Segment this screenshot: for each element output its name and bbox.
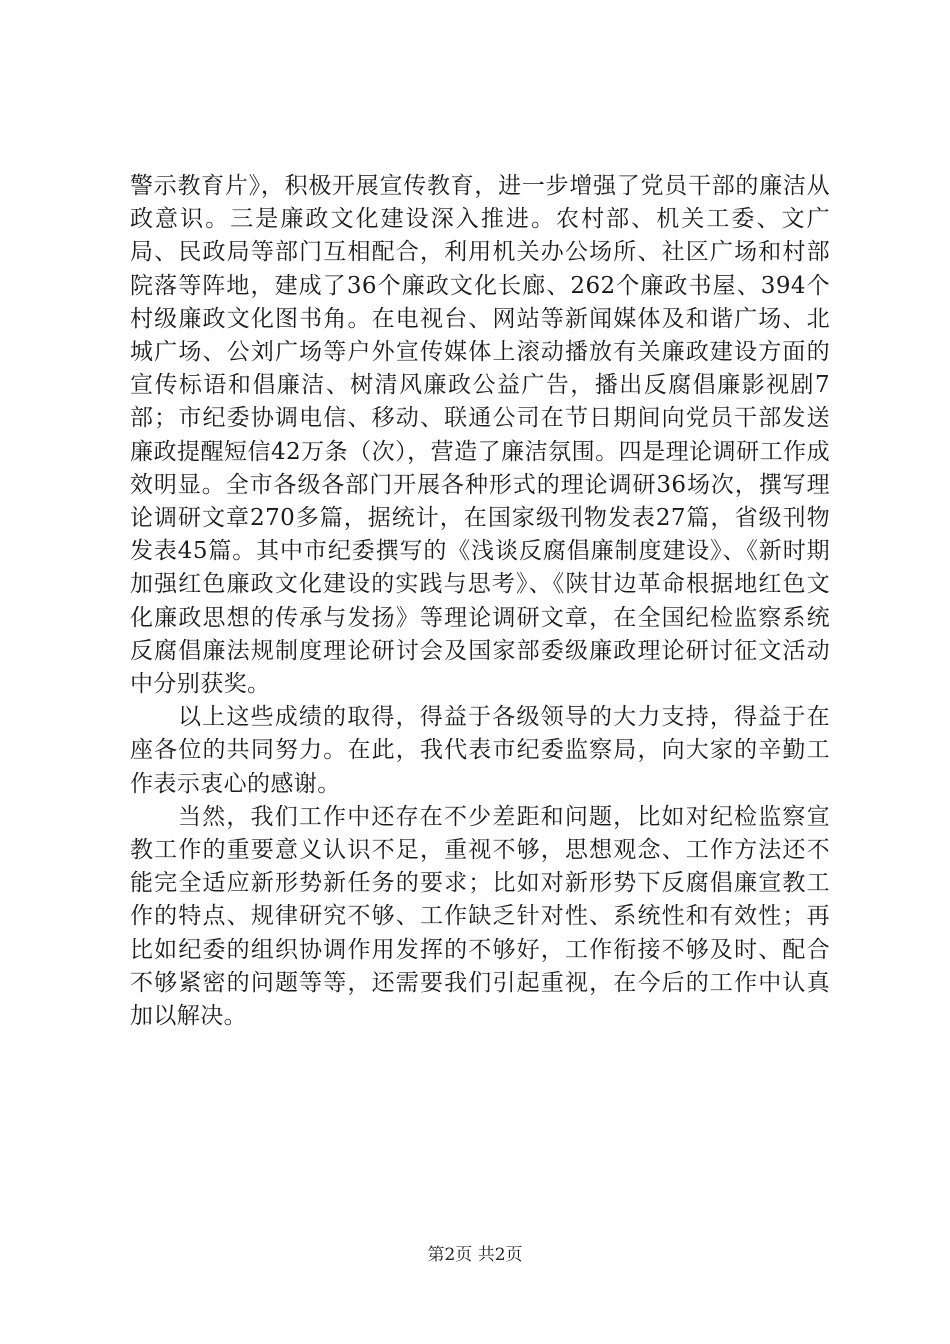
paragraph-3: 当然，我们工作中还存在不少差距和问题，比如对纪检监察宣教工作的重要意义认识不足，重视不够，思想观念、工作方法还不能完全适应新形势新任务的要求；比如对新形势下反腐倡廉宣教工作的特点、规律研究不够、工作缺乏针对性、系统性和有效性；再比如纪委的组织协调作用发挥的不够好，工作衔接不够及时、配合不够紧密的问题等等，还需要我们引起重视，在今后的工作中认真加以解决。 — [130, 803, 830, 1030]
paragraph-1: 警示教育片》，积极开展宣传教育，进一步增强了党员干部的廉洁从政意识。三是廉政文化建设深入推进。农村部、机关工委、文广局、民政局等部门互相配合，利用机关办公场所、社区广场和村部院落等阵地，建成了36个廉政文化长廊、262个廉政书屋、394个村级廉政文化图书角。在电视台、网站等新闻媒体及和谐广场、北城广场、公刘广场等户外宣传媒体上滚动播放有关廉政建设方面的宣传标语和倡廉洁、树清风廉政公益广告，播出反腐倡廉影视剧7部；市纪委协调电信、移动、联通公司在节日期间向党员干部发送廉政提醒短信42万条（次），营造了廉洁氛围。四是理论调研工作成效明显。全市各级各部门开展各种形式的理论调研36场次，撰写理论调研文章270多篇，据统计，在国家级刊物发表27篇，省级刊物发表45篇。其中市纪委撰写的《浅谈反腐倡廉制度建设》、《新时期加强红色廉政文化建设的实践与思考》、《陕甘边革命根据地红色文化廉政思想的传承与发扬》等理论调研文章，在全国纪检监察系统反腐倡廉法规制度理论研讨会及国家部委级廉政理论研讨征文活动中分别获奖。 — [130, 173, 830, 698]
paragraph-2: 以上这些成绩的取得，得益于各级领导的大力支持，得益于在座各位的共同努力。在此，我代表市纪委监察局，向大家的辛勤工作表示衷心的感谢。 — [130, 704, 830, 797]
document-body — [130, 170, 830, 1033]
page-number-footer: 第2页 共2页 — [427, 1245, 523, 1265]
